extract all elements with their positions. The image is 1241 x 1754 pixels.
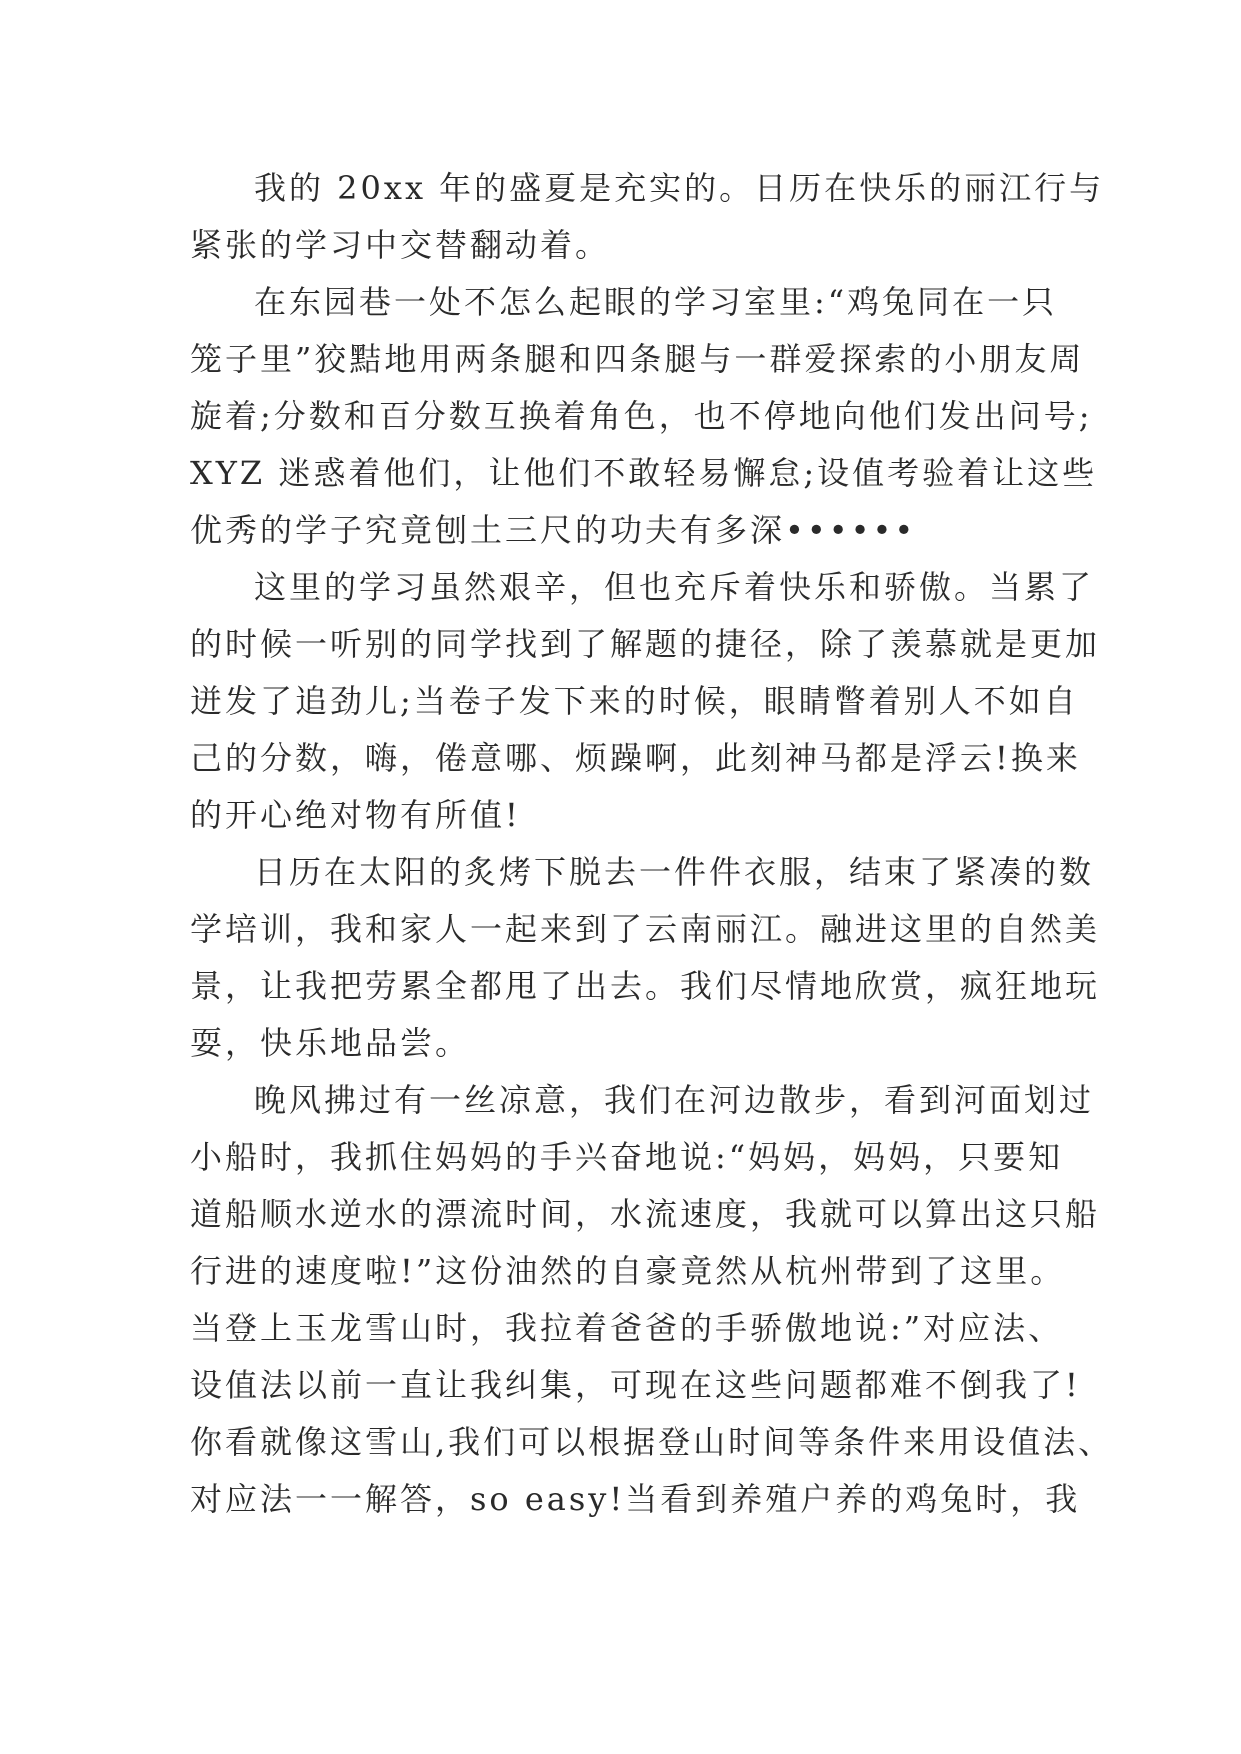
paragraph-2-line-5: 优秀的学子究竟刨土三尺的功夫有多深•••••• (190, 511, 917, 549)
paragraph-5-line-2: 小船时，我抓住妈妈的手兴奋地说:“妈妈，妈妈，只要知 (190, 1138, 1064, 1176)
paragraph-5-line-8: 对应法一一解答，so easy!当看到养殖户养的鸡兔时，我 (190, 1480, 1081, 1518)
paragraph-3-line-3: 迸发了追劲儿;当卷子发下来的时候，眼睛瞥着别人不如自 (190, 682, 1079, 720)
paragraph-2-line-1: 在东园巷一处不怎么起眼的学习室里:“鸡兔同在一只 (254, 283, 1058, 321)
paragraph-3-line-5: 的开心绝对物有所值! (190, 796, 521, 834)
paragraph-5-line-7: 你看就像这雪山,我们可以根据登山时间等条件来用设值法、 (190, 1423, 1114, 1461)
paragraph-3-line-1: 这里的学习虽然艰辛，但也充斥着快乐和骄傲。当累了 (254, 568, 1095, 606)
paragraph-4-line-1: 日历在太阳的炙烤下脱去一件件衣服，结束了紧凑的数 (254, 853, 1095, 891)
paragraph-3-line-4: 己的分数，嗨，倦意哪、烦躁啊，此刻神马都是浮云!换来 (190, 739, 1081, 777)
paragraph-5-line-4: 行进的速度啦!”这份油然的自豪竟然从杭州带到了这里。 (190, 1252, 1066, 1290)
paragraph-1-line-2: 紧张的学习中交替翻动着。 (190, 226, 611, 264)
paragraph-5-line-1: 晚风拂过有一丝凉意，我们在河边散步，看到河面划过 (254, 1081, 1095, 1119)
paragraph-4-line-4: 耍，快乐地品尝。 (190, 1024, 471, 1062)
paragraph-4-line-2: 学培训，我和家人一起来到了云南丽江。融进这里的自然美 (190, 910, 1101, 948)
paragraph-1-line-1: 我的 20xx 年的盛夏是充实的。日历在快乐的丽江行与 (254, 169, 1105, 207)
paragraph-5-line-5: 当登上玉龙雪山时，我拉着爸爸的手骄傲地说:”对应法、 (190, 1309, 1064, 1347)
paragraph-2-line-4: XYZ 迷惑着他们，让他们不敢轻易懈怠;设值考验着让这些 (190, 454, 1098, 492)
paragraph-5-line-6: 设值法以前一直让我纠集，可现在这些问题都难不倒我了! (190, 1366, 1081, 1404)
paragraph-5-line-3: 道船顺水逆水的漂流时间，水流速度，我就可以算出这只船 (190, 1195, 1101, 1233)
paragraph-4-line-3: 景，让我把劳累全都甩了出去。我们尽情地欣赏，疯狂地玩 (190, 967, 1101, 1005)
paragraph-2-line-2: 笼子里”狡黠地用两条腿和四条腿与一群爱探索的小朋友周 (190, 340, 1085, 378)
paragraph-2-line-3: 旋着;分数和百分数互换着角色，也不停地向他们发出问号; (190, 397, 1093, 435)
paragraph-3-line-2: 的时候一听别的同学找到了解题的捷径，除了羡慕就是更加 (190, 625, 1101, 663)
